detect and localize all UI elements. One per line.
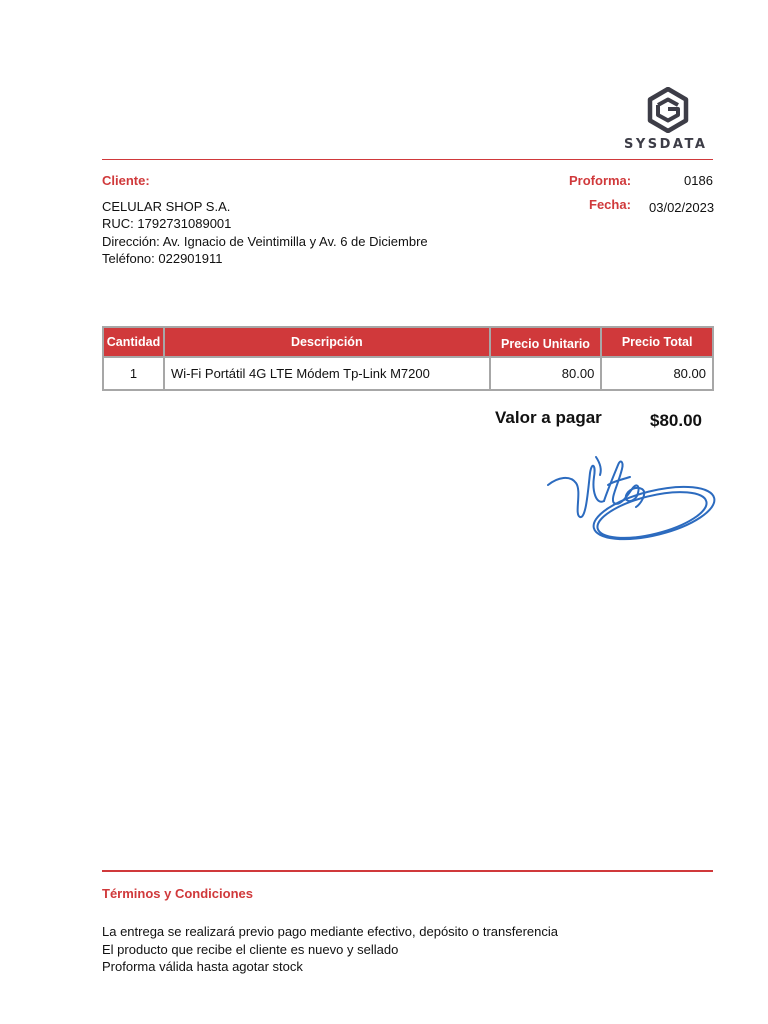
date-value: 03/02/2023 (649, 200, 715, 215)
header-description: Descripción (164, 327, 490, 357)
total-value: $80.00 (650, 411, 702, 430)
header-divider (102, 159, 713, 160)
signature-image (544, 455, 716, 551)
date-label: Fecha: (589, 197, 631, 212)
proforma-number: 0186 (684, 173, 713, 188)
header-total-price: Precio Total (601, 327, 713, 357)
client-ruc: RUC: 1792731089001 (102, 216, 232, 231)
items-table (102, 326, 714, 391)
table-row (103, 357, 713, 390)
terms-line-1: La entrega se realizará previo pago mediante efectivo, depósito o transferencia (102, 924, 559, 939)
proforma-label: Proforma: (569, 173, 632, 188)
row-total: 80.00 (601, 357, 713, 390)
sysdata-logo-icon (646, 87, 690, 133)
footer-divider (102, 870, 713, 872)
table-header-row (103, 327, 713, 357)
terms-line-3: Proforma válida hasta agotar stock (102, 959, 303, 974)
header-quantity: Cantidad (103, 327, 164, 357)
client-address: Dirección: Av. Ignacio de Veintimilla y Av. 6 de Diciembre (102, 234, 428, 249)
row-unit-price: 80.00 (490, 357, 602, 390)
terms-line-2: El producto que recibe el cliente es nuevo y sellado (102, 942, 399, 957)
row-quantity: 1 (103, 357, 164, 390)
client-label: Cliente: (102, 173, 150, 188)
total-label: Valor a pagar (495, 408, 602, 427)
terms-title: Términos y Condiciones (102, 886, 253, 901)
row-description: Wi-Fi Portátil 4G LTE Módem Tp-Link M7200 (164, 357, 490, 390)
header-unit-price: Precio Unitario (490, 327, 602, 357)
client-name: CELULAR SHOP S.A. (102, 199, 231, 214)
brand-name: SYSDATA (624, 137, 708, 152)
client-phone: Teléfono: 022901911 (102, 251, 223, 266)
